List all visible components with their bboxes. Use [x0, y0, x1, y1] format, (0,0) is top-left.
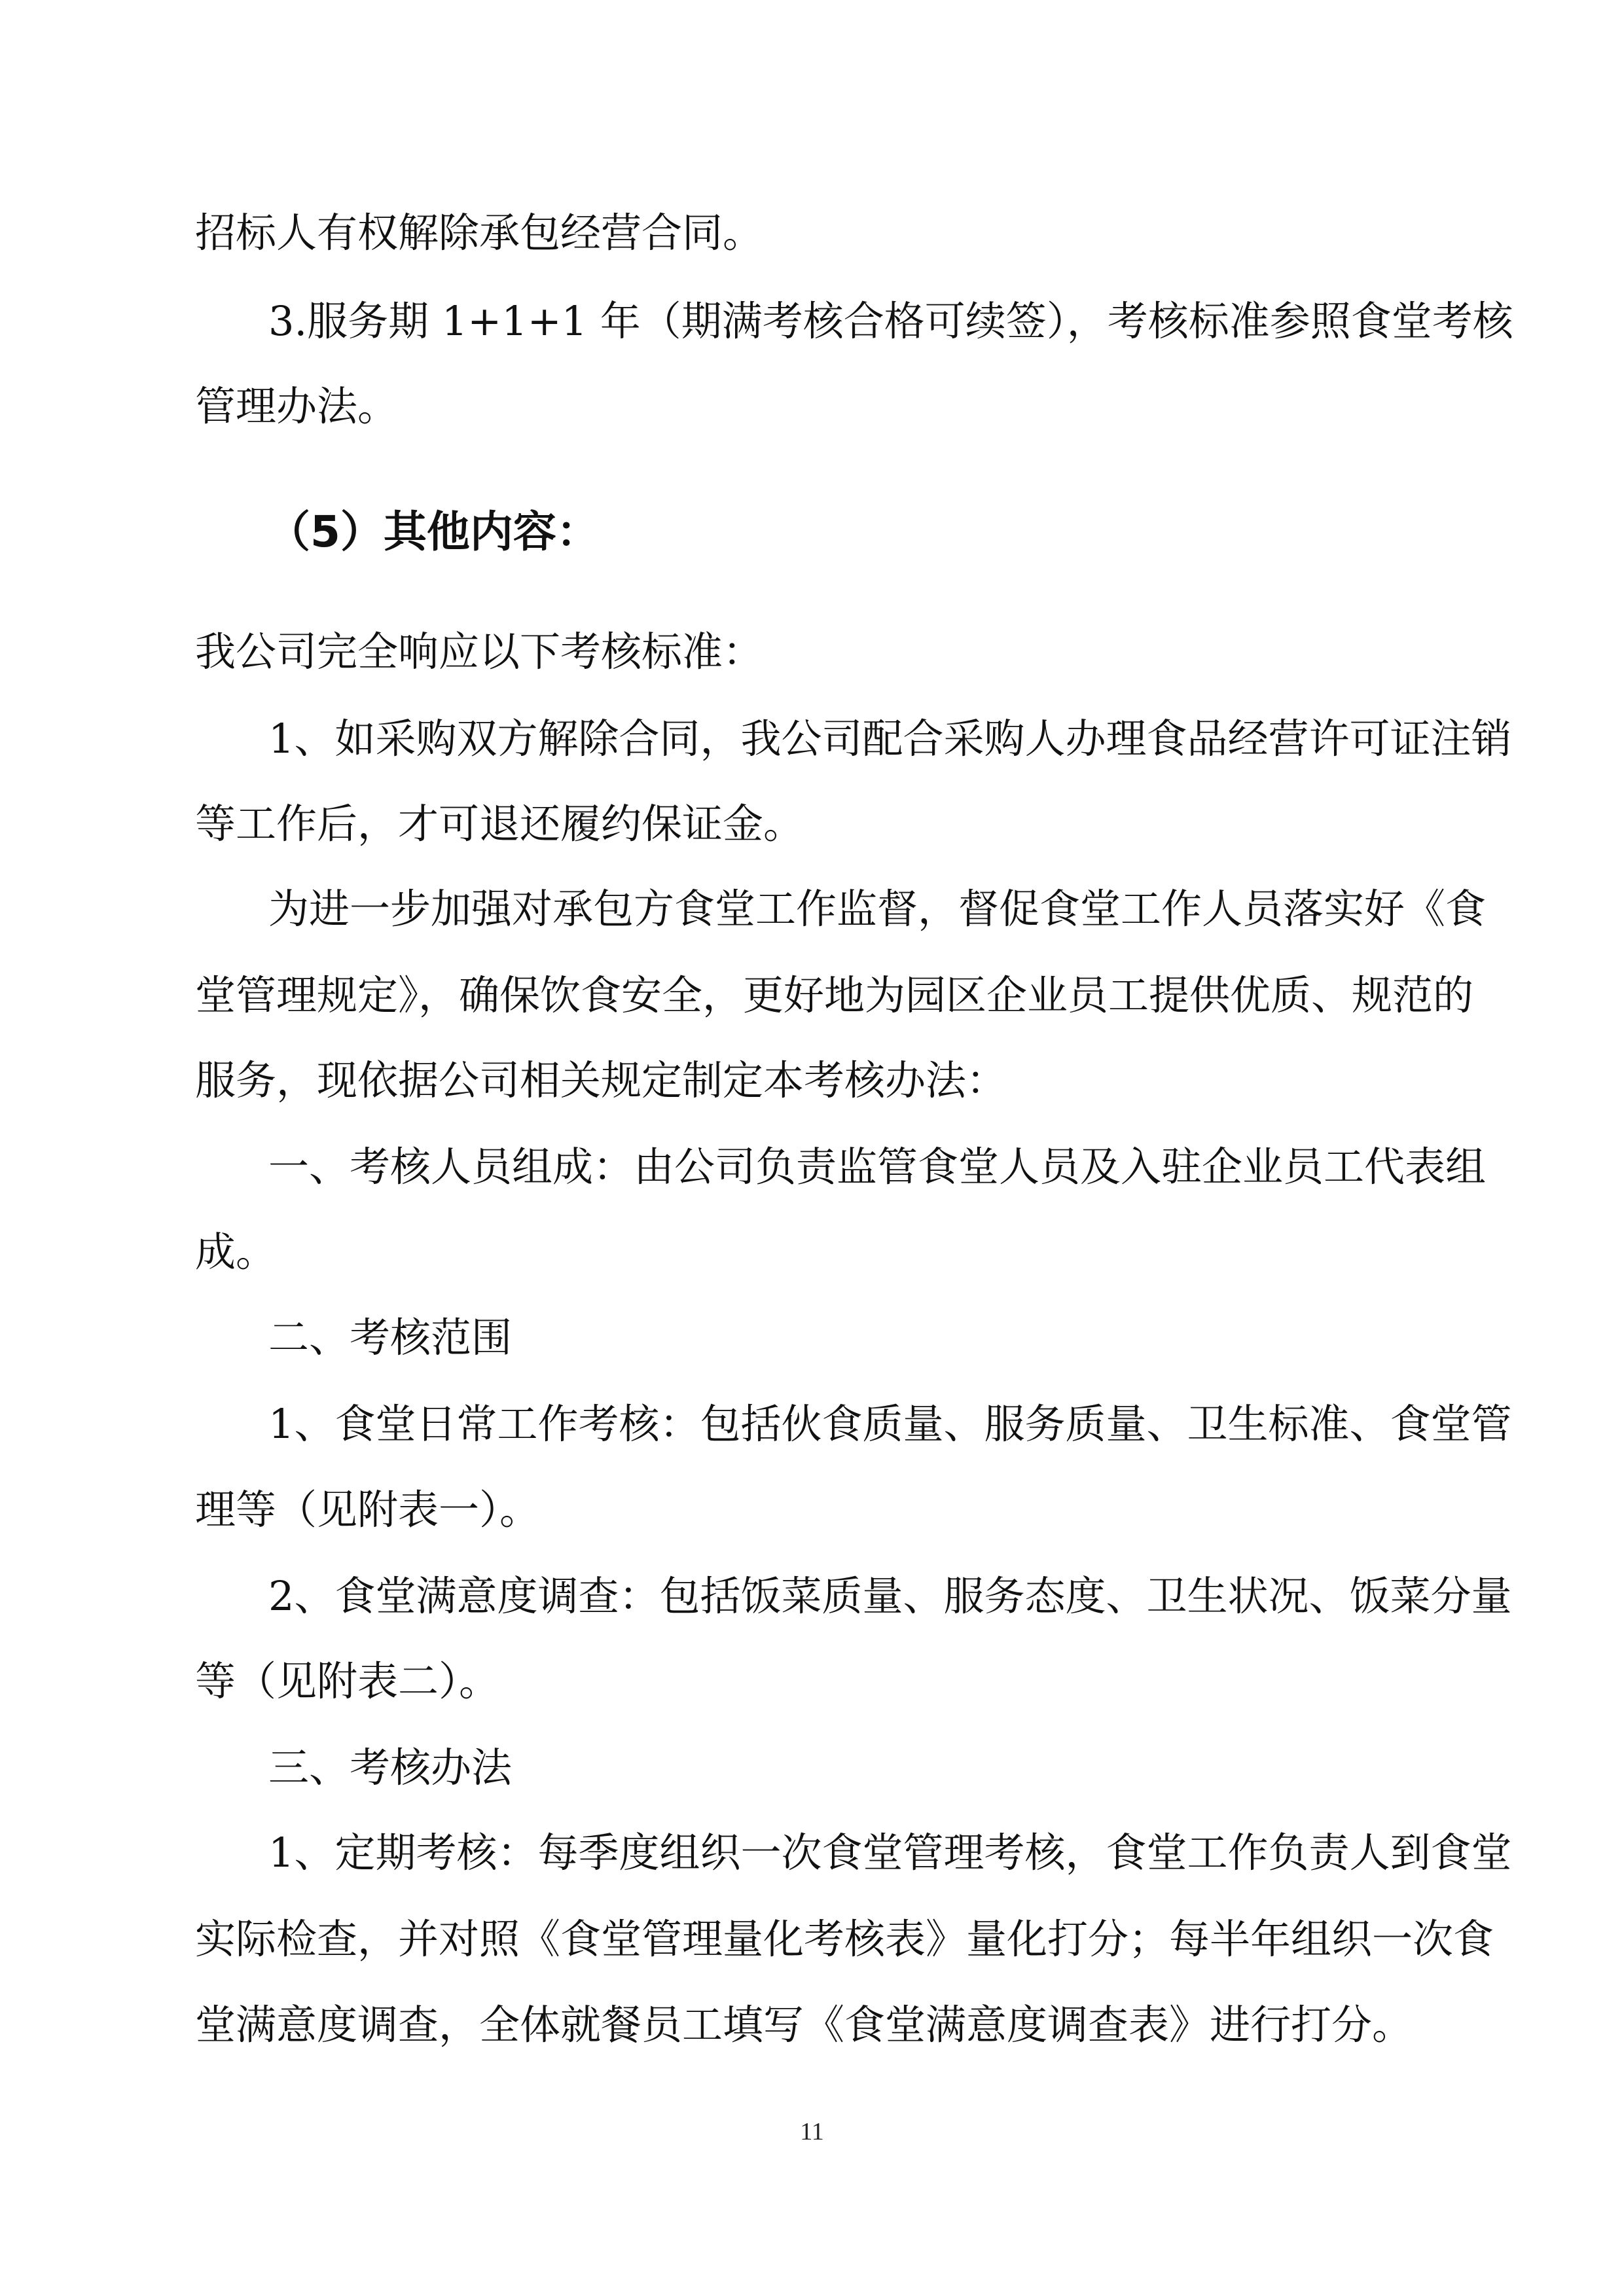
paragraph-line: 招标人有权解除承包经营合同。 — [195, 209, 764, 257]
section-heading: （5）其他内容： — [267, 507, 600, 557]
paragraph-line: 堂满意度调查，全体就餐员工填写《食堂满意度调查表》进行打分。 — [195, 2001, 1413, 2049]
paragraph-line: 我公司完全响应以下考核标准： — [195, 628, 764, 675]
paragraph-line: 3.服务期 1+1+1 年（期满考核合格可续签），考核标准参照食堂考核 — [268, 297, 1513, 345]
paragraph-line: 1、定期考核：每季度组织一次食堂管理考核，食堂工作负责人到食堂 — [268, 1829, 1512, 1876]
paragraph-line: 理等（见附表一）。 — [195, 1486, 541, 1534]
paragraph-line: 1、如采购双方解除合同，我公司配合采购人办理食品经营许可证注销 — [268, 715, 1512, 762]
paragraph-line: 为进一步加强对承包方食堂工作监督，督促食堂工作人员落实好《食 — [268, 885, 1487, 933]
paragraph-line: 三、考核办法 — [268, 1744, 513, 1791]
paragraph-line: 堂管理规定》，确保饮食安全，更好地为园区企业员工提供优质、规范的 — [195, 971, 1474, 1019]
page-number: 11 — [800, 2118, 824, 2145]
paragraph-line: 服务，现依据公司相关规定制定本考核办法： — [195, 1056, 1007, 1104]
paragraph-line: 实际检查，并对照《食堂管理量化考核表》量化打分；每半年组织一次食 — [195, 1915, 1494, 1963]
paragraph-line: 一、考核人员组成：由公司负责监管食堂人员及入驻企业员工代表组 — [268, 1143, 1487, 1191]
paragraph-line: 等（见附表二）。 — [195, 1657, 500, 1705]
paragraph-line: 管理办法。 — [195, 382, 399, 430]
paragraph-line: 二、考核范围 — [268, 1314, 513, 1361]
paragraph-line: 成。 — [195, 1228, 277, 1276]
paragraph-line: 1、食堂日常工作考核：包括伙食质量、服务质量、卫生标准、食堂管 — [268, 1400, 1512, 1448]
paragraph-line: 2、食堂满意度调查：包括饭菜质量、服务态度、卫生状况、饭菜分量 — [268, 1572, 1512, 1620]
paragraph-line: 等工作后，才可退还履约保证金。 — [195, 800, 804, 848]
